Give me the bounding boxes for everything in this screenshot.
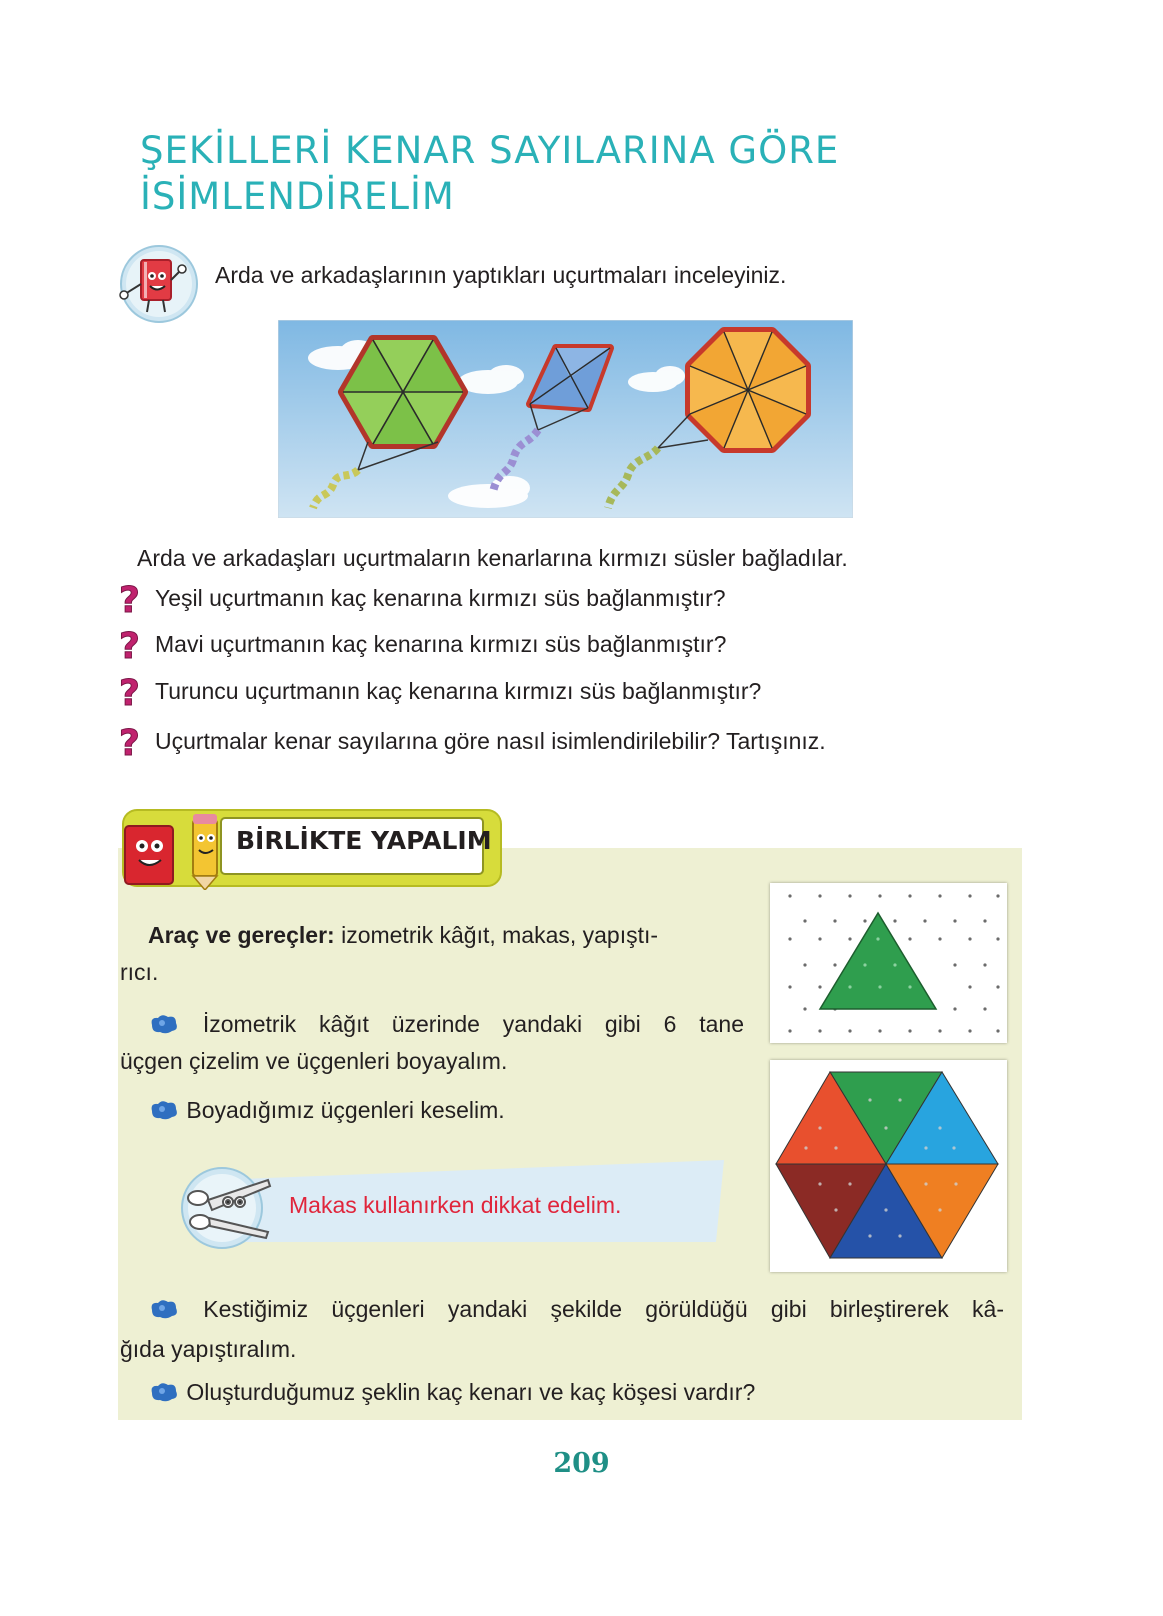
step-4-text: Oluşturduğumuz şeklin kaç kenarı ve kaç köşesi vardır? xyxy=(186,1379,756,1405)
question-4 xyxy=(115,721,826,761)
question-mark-icon xyxy=(115,671,155,711)
orange-octagon-kite xyxy=(690,332,806,448)
book-character-icon xyxy=(125,826,173,884)
step-3-line-1 xyxy=(148,1291,1004,1328)
question-3 xyxy=(115,671,761,711)
step-1-text-1: İzometrik kâğıt üzerinde yandaki gibi 6 tane xyxy=(202,1011,745,1037)
materials-text-2: rıcı. xyxy=(120,959,159,985)
pencil-character-icon xyxy=(193,814,217,890)
step-3-line-2: ğıda yapıştıralım. xyxy=(120,1336,297,1362)
dot-paper-triangle xyxy=(770,883,1007,1043)
step-2-text: Boyadığımız üçgenleri keselim. xyxy=(186,1097,505,1123)
question-4-text: Uçurtmalar kenar sayılarına göre nasıl isimlendirilebilir? Tartışınız. xyxy=(155,727,826,754)
caution-note-text: Makas kullanırken dikkat edelim. xyxy=(289,1192,622,1218)
statement-text: Arda ve arkadaşları uçurtmaların kenarlarına kırmızı süsler bağladılar. xyxy=(137,545,848,571)
page-number: 209 xyxy=(553,1448,610,1479)
kites-illustration xyxy=(278,320,853,518)
question-2 xyxy=(115,624,726,664)
question-mark-icon xyxy=(115,721,155,761)
blue-splash-bullet-icon xyxy=(148,1099,180,1121)
question-mark-icon xyxy=(115,624,155,664)
green-hexagon-kite xyxy=(343,340,463,444)
book-mascot-icon xyxy=(115,244,199,328)
materials-label: Araç ve gereçler: xyxy=(148,922,335,948)
question-3-text: Turuncu uçurtmanın kaç kenarına kırmızı süs bağlanmıştır? xyxy=(155,677,762,704)
six-triangle-hexagon xyxy=(770,1060,1007,1272)
svg-text:?: ? xyxy=(119,673,140,711)
question-mark-icon xyxy=(115,578,155,618)
step-1-line-1 xyxy=(148,1006,744,1043)
intro-text: Arda ve arkadaşlarının yaptıkları uçurtmaları inceleyiniz. xyxy=(215,262,787,288)
question-2-text: Mavi uçurtmanın kaç kenarına kırmızı süs bağlanmıştır? xyxy=(155,630,727,657)
page-title xyxy=(140,128,840,220)
svg-text:?: ? xyxy=(119,723,140,761)
blue-splash-bullet-icon xyxy=(148,1013,180,1035)
activity-banner-title: BİRLİKTE YAPALIM xyxy=(236,826,492,855)
svg-text:?: ? xyxy=(119,580,140,618)
materials-line xyxy=(148,917,658,954)
question-1 xyxy=(115,578,726,618)
materials-text: izometrik kâğıt, makas, yapıştı- xyxy=(341,922,659,948)
svg-text:?: ? xyxy=(119,626,140,664)
blue-splash-bullet-icon xyxy=(148,1381,180,1403)
title-line-2: İSİMLENDİRELİM xyxy=(140,175,455,218)
title-line-1: ŞEKİLLERİ KENAR SAYILARINA GÖRE xyxy=(140,129,840,172)
step-2-line xyxy=(148,1092,505,1129)
step-3-text-1: Kestiğimiz üçgenleri yandaki şekilde görüldüğü gibi birleştirerek kâ- xyxy=(203,1296,1005,1322)
blue-splash-bullet-icon xyxy=(148,1298,180,1320)
question-1-text: Yeşil uçurtmanın kaç kenarına kırmızı süs bağlanmıştır? xyxy=(155,584,726,611)
step-4-line xyxy=(148,1374,755,1411)
step-1-line-2: üçgen çizelim ve üçgenleri boyayalım. xyxy=(120,1048,508,1074)
